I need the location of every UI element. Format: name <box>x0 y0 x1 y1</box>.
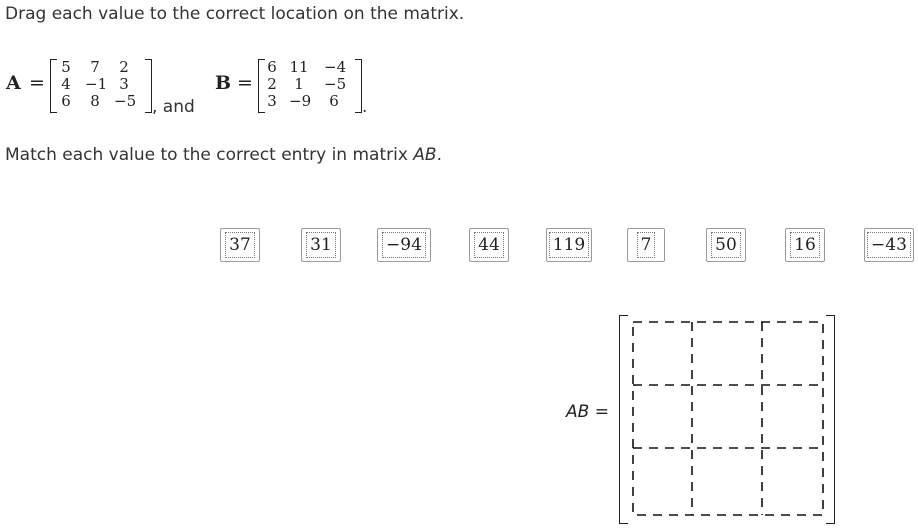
matrix-b-cell: 6 <box>267 58 277 76</box>
match-prompt-end: . <box>436 145 442 165</box>
drop-zone-r1c2[interactable] <box>693 323 761 384</box>
matrix-a-label: A <box>6 72 21 94</box>
answer-right-bracket <box>826 315 835 524</box>
matrix-a-cell: 4 <box>61 75 71 93</box>
matrix-b-cell: 1 <box>294 75 304 93</box>
answer-label-text: AB <box>566 402 590 422</box>
value-tile[interactable] <box>706 228 746 262</box>
value-tile-label: 7 <box>637 232 656 258</box>
answer-label <box>566 402 609 422</box>
answer-label-equals: = <box>594 402 609 422</box>
value-tile-label: 44 <box>474 232 504 258</box>
value-tile-label: 50 <box>711 232 741 258</box>
matrix-b-suffix: . <box>362 97 368 117</box>
answer-left-bracket <box>619 315 628 524</box>
value-tile[interactable] <box>785 228 825 262</box>
value-tile[interactable] <box>469 228 509 262</box>
match-prompt <box>5 145 442 165</box>
match-prompt-text: Match each value to the correct entry in matrix <box>5 145 414 165</box>
matrix-b-cell: 2 <box>267 75 277 93</box>
matrix-a-cell: −5 <box>114 92 137 110</box>
matrix-a-equals: = <box>29 72 45 94</box>
value-tile[interactable] <box>627 228 665 262</box>
value-tile-label: 37 <box>225 232 255 258</box>
value-tile-label: 31 <box>306 232 336 258</box>
matrix-a-cell: −1 <box>85 75 108 93</box>
drop-zone-r2c2[interactable] <box>693 386 761 447</box>
matrix-b-cell: −5 <box>324 75 347 93</box>
value-tile[interactable] <box>301 228 341 262</box>
matrix-b-right-bracket <box>355 59 362 113</box>
matrix-a-cell: 7 <box>90 58 100 76</box>
drop-zone-r2c3[interactable] <box>763 386 822 447</box>
value-tile-label: −94 <box>382 232 426 258</box>
value-tile-label: 119 <box>549 232 589 258</box>
value-tile-label: −43 <box>867 232 911 258</box>
matrix-b-cell: −9 <box>289 92 312 110</box>
value-tile[interactable] <box>864 228 914 262</box>
drop-zone-r3c2[interactable] <box>693 449 761 514</box>
value-tile-label: 16 <box>790 232 820 258</box>
matrix-a-suffix: , and <box>152 97 195 117</box>
matrix-b <box>210 52 380 122</box>
drop-zone-r2c1[interactable] <box>634 386 691 447</box>
matrix-b-equals: = <box>237 72 253 94</box>
drop-zone-r3c1[interactable] <box>634 449 691 514</box>
matrix-a-cell: 6 <box>61 92 71 110</box>
matrix-b-cell: 6 <box>329 92 339 110</box>
matrix-a <box>0 52 210 122</box>
value-tile[interactable] <box>220 228 260 262</box>
matrix-b-cell: −4 <box>324 58 347 76</box>
matrix-b-cell: 11 <box>289 58 309 76</box>
value-tile[interactable] <box>377 228 431 262</box>
matrix-a-cell: 8 <box>90 92 100 110</box>
instruction-text: Drag each value to the correct location on the matrix. <box>5 4 465 24</box>
drop-zone-r1c1[interactable] <box>634 323 691 384</box>
drop-zone-r3c3[interactable] <box>763 449 822 514</box>
answer-grid <box>632 321 824 516</box>
match-prompt-target: AB <box>413 145 437 165</box>
matrix-a-cell: 2 <box>119 58 129 76</box>
matrix-a-right-bracket <box>145 59 152 113</box>
matrix-b-label: B <box>215 72 232 94</box>
matrix-b-cell: 3 <box>267 92 277 110</box>
matrix-a-cell: 5 <box>61 58 71 76</box>
value-tile[interactable] <box>546 228 592 262</box>
drop-zone-r1c3[interactable] <box>763 323 822 384</box>
matrix-a-cell: 3 <box>119 75 129 93</box>
